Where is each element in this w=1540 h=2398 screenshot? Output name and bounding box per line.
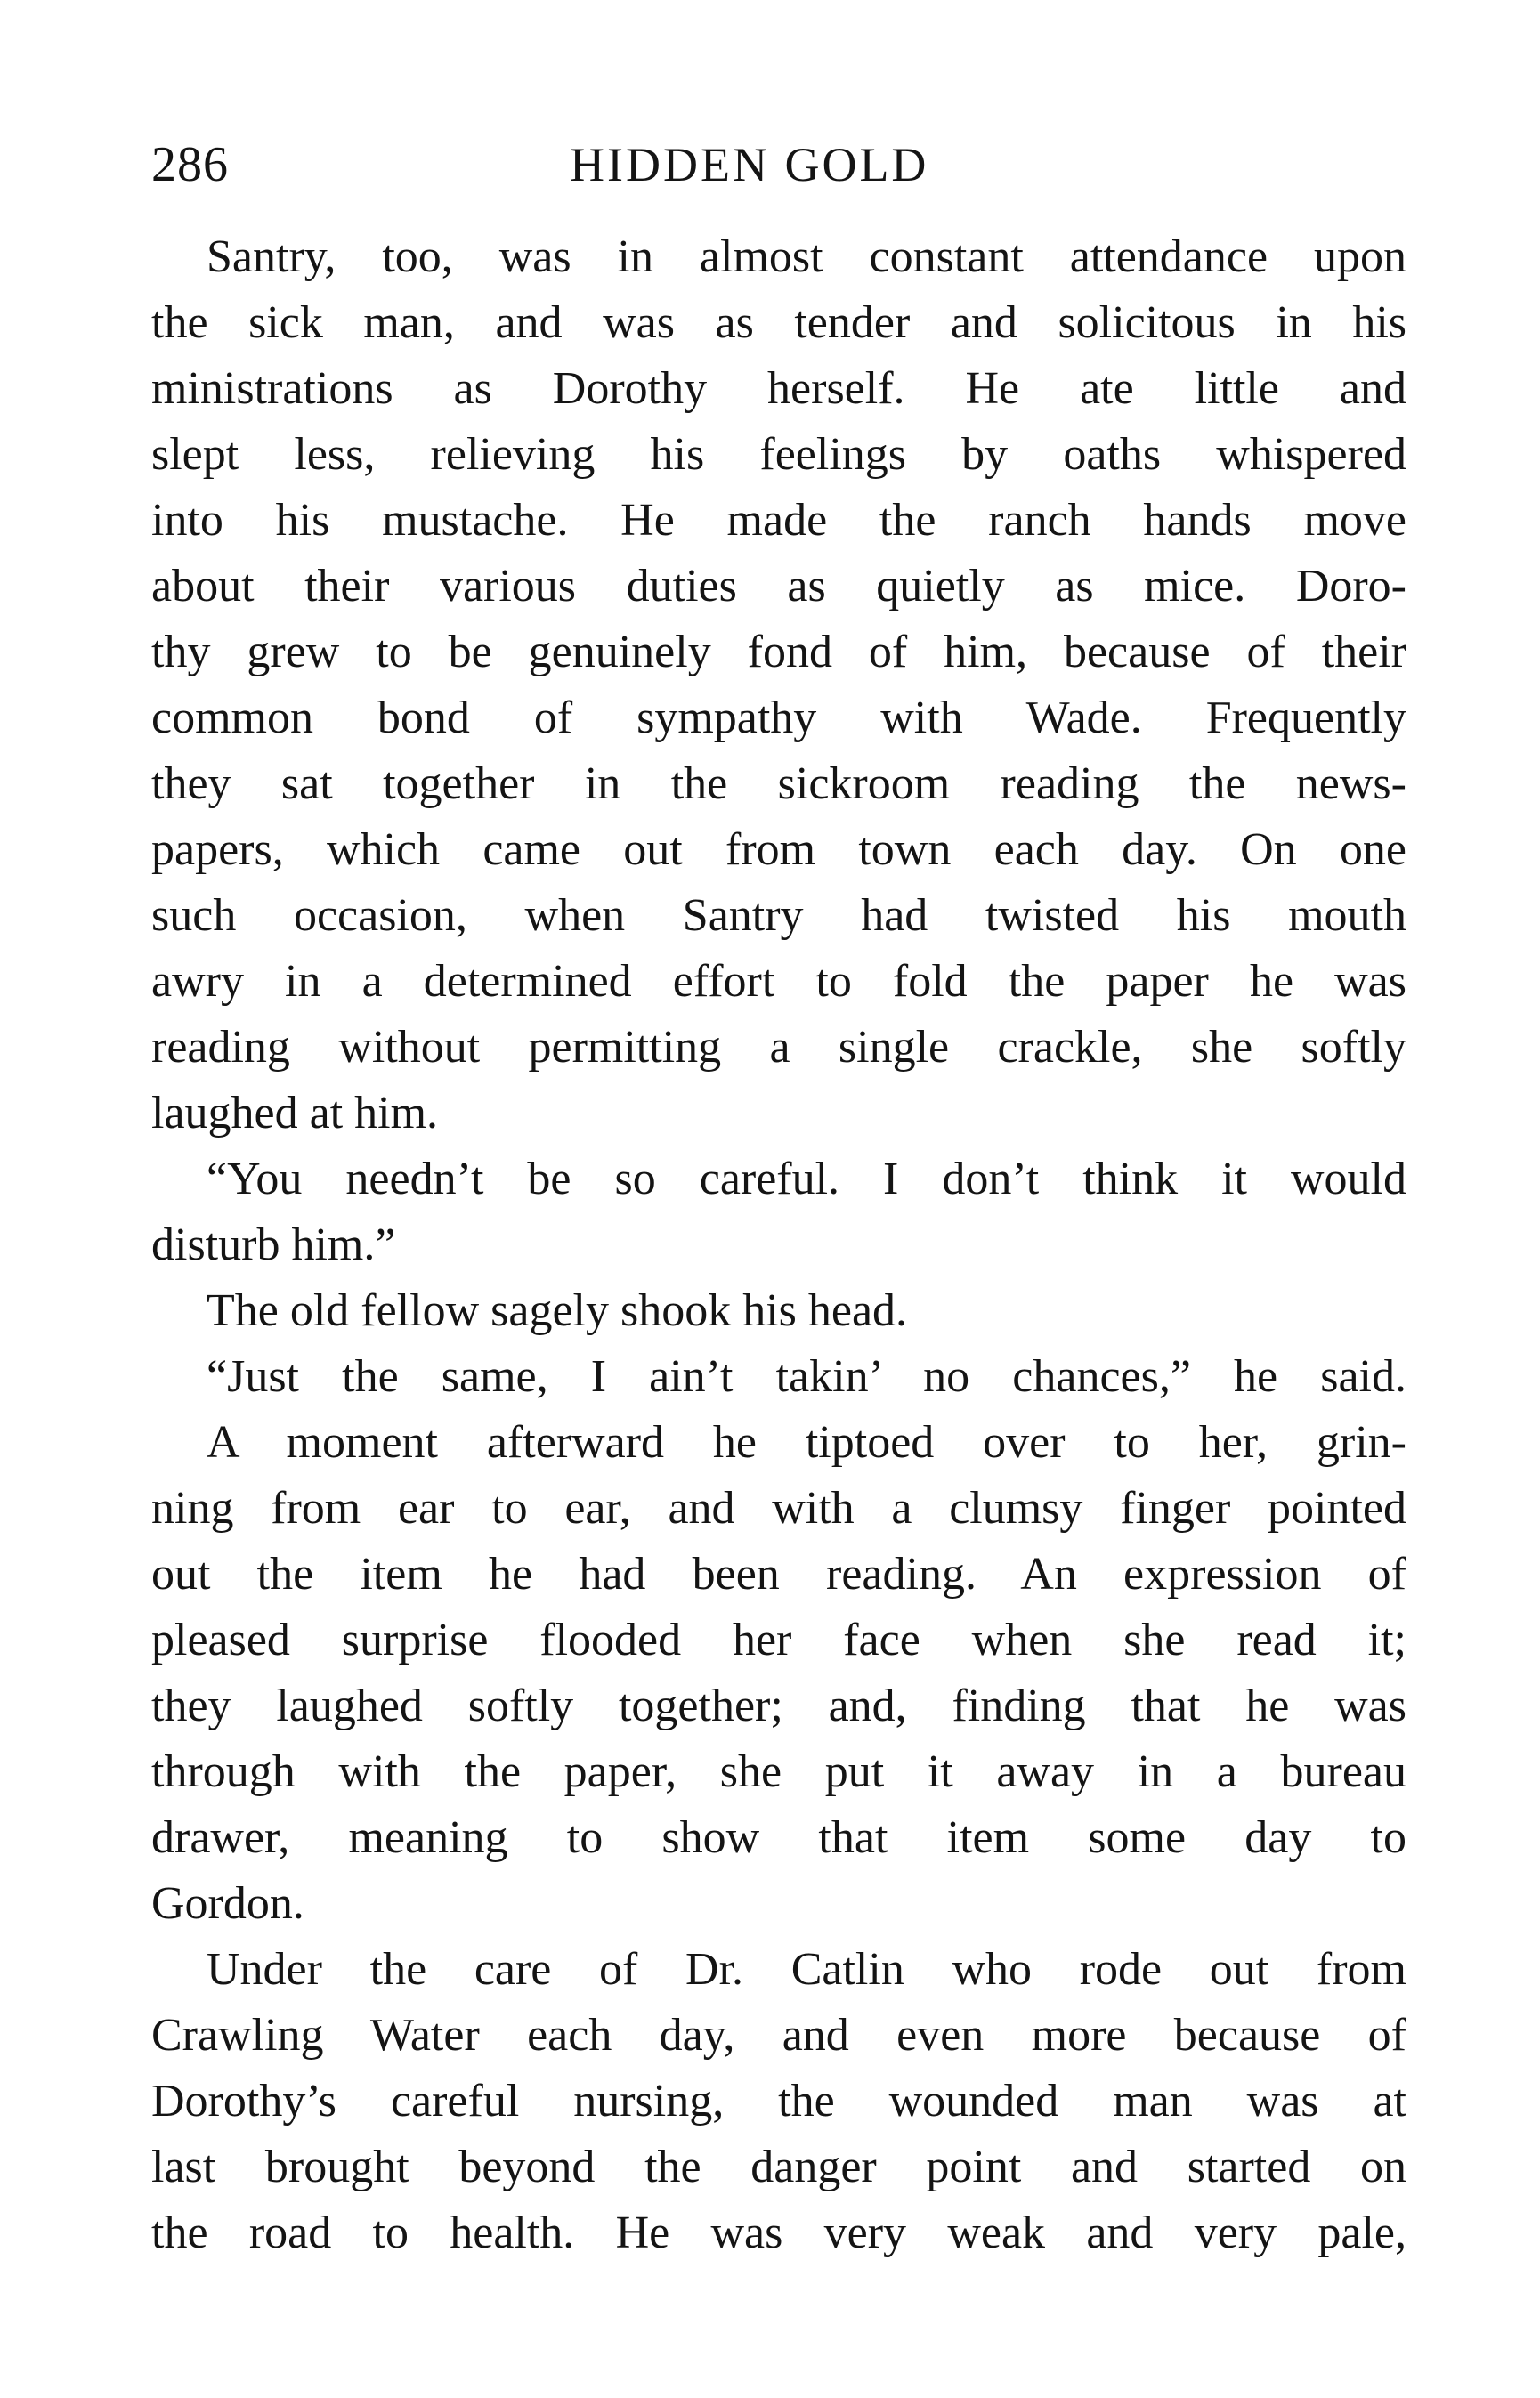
text-line: Crawling Water each day, and even more because of xyxy=(151,2010,1406,2061)
text-line: Santry, too, was in almost constant attendance upon xyxy=(207,231,1406,282)
text-line: Under the care of Dr. Catlin who rode out from xyxy=(207,1944,1406,1995)
text-line: slept less, relieving his feelings by oaths whispered xyxy=(151,429,1406,480)
text-line: such occasion, when Santry had twisted his mouth xyxy=(151,890,1406,941)
text-line: reading without permitting a single crackle, she softly xyxy=(151,1022,1406,1073)
text-line: into his mustache. He made the ranch hands move xyxy=(151,495,1406,546)
text-line: “Just the same, I ain’t takin’ no chances,” he said. xyxy=(207,1351,1406,1402)
text-line: Dorothy’s careful nursing, the wounded man was at xyxy=(151,2076,1406,2127)
text-line: out the item he had been reading. An expression of xyxy=(151,1549,1406,1600)
text-line: ministrations as Dorothy herself. He ate little and xyxy=(151,363,1406,414)
text-line: about their various duties as quietly as mice. Doro- xyxy=(151,561,1406,612)
text-line: drawer, meaning to show that item some day to xyxy=(151,1812,1406,1863)
text-line: the road to health. He was very weak and very pale, xyxy=(151,2208,1406,2258)
page-header xyxy=(151,125,1406,205)
text-line: The old fellow sagely shook his head. xyxy=(207,1285,908,1336)
text-line: awry in a determined effort to fold the paper he was xyxy=(151,956,1406,1007)
text-line: through with the paper, she put it away in a bureau xyxy=(151,1746,1406,1797)
text-line: the sick man, and was as tender and solicitous in his xyxy=(151,297,1406,348)
text-line: they sat together in the sickroom reading the news- xyxy=(151,758,1406,809)
text-line: ning from ear to ear, and with a clumsy finger pointed xyxy=(151,1483,1406,1534)
text-line: laughed at him. xyxy=(151,1088,439,1138)
text-line: Gordon. xyxy=(151,1878,304,1929)
text-line: disturb him.” xyxy=(151,1219,396,1270)
body-text xyxy=(151,224,1406,2266)
text-line: they laughed softly together; and, finding that he was xyxy=(151,1681,1406,1731)
text-line: papers, which came out from town each day. On one xyxy=(151,824,1406,875)
text-line: pleased surprise flooded her face when she read it; xyxy=(151,1615,1406,1665)
text-line: A moment afterward he tiptoed over to her, grin- xyxy=(207,1417,1406,1468)
text-line: common bond of sympathy with Wade. Frequently xyxy=(151,693,1406,743)
text-line: “You needn’t be so careful. I don’t think it would xyxy=(207,1154,1406,1204)
running-title: HIDDEN GOLD xyxy=(570,138,929,191)
text-line: last brought beyond the danger point and started on xyxy=(151,2142,1406,2192)
text-line: thy grew to be genuinely fond of him, because of their xyxy=(151,627,1406,677)
page-number: 286 xyxy=(151,137,229,192)
